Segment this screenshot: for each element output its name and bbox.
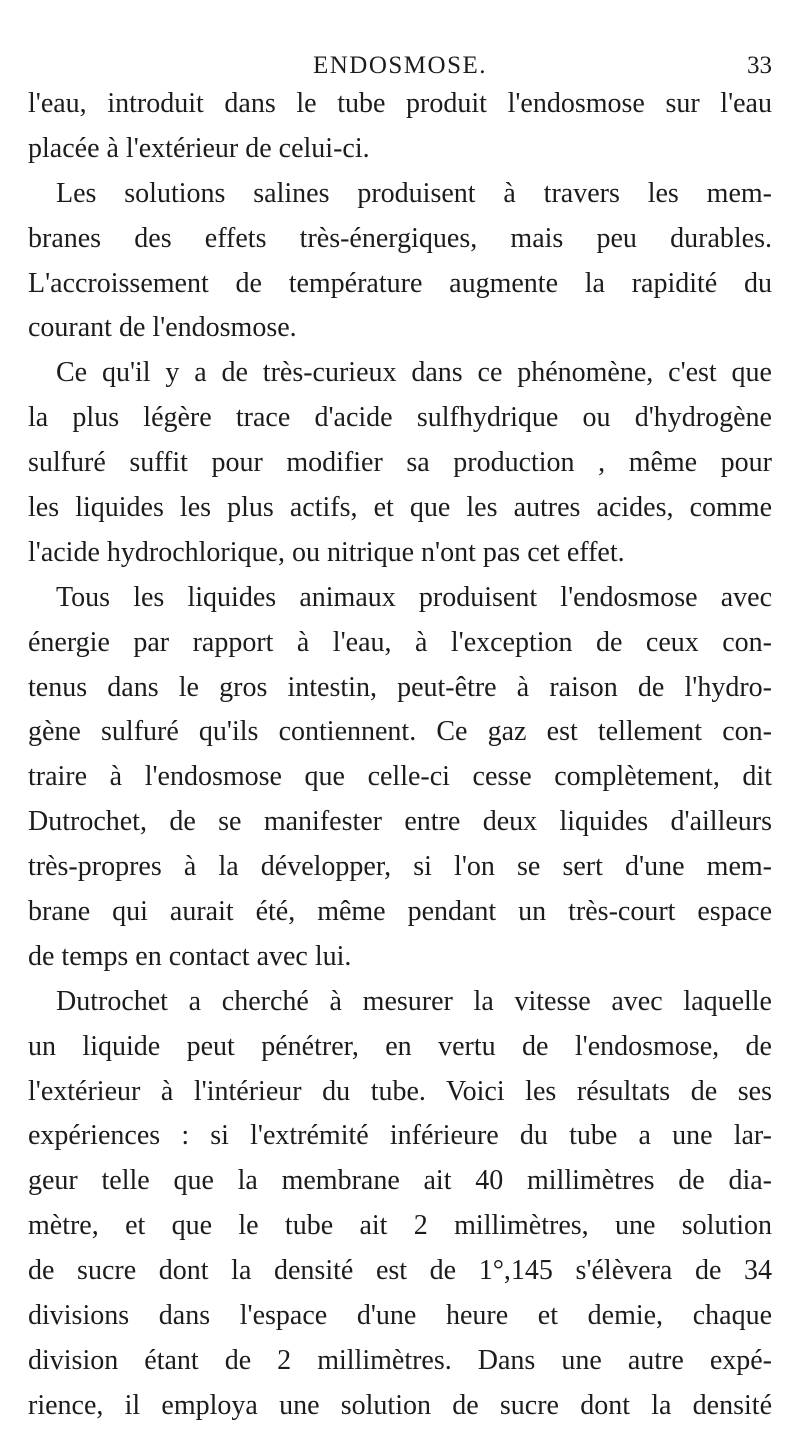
text-line: énergie par rapport à l'eau, à l'exception de ceux con- — [28, 626, 772, 658]
text-line: l'extérieur à l'intérieur du tube. Voici les résultats de ses — [28, 1075, 772, 1107]
text-line: les liquides les plus actifs, et que les autres acides, comme — [28, 492, 772, 524]
body-text — [28, 82, 772, 1429]
text-line: divisions dans l'espace d'une heure et demie, chaque — [28, 1300, 772, 1332]
text-line: branes des effets très-énergiques, mais peu durables. — [28, 222, 772, 254]
text-line: sulfuré suffit pour modifier sa production , même pour — [28, 447, 772, 479]
running-head — [28, 50, 772, 82]
text-line: mètre, et que le tube ait 2 millimètres, une solution — [28, 1210, 772, 1242]
text-line: un liquide peut pénétrer, en vertu de l'endosmose, de — [28, 1030, 772, 1062]
page-number: 33 — [747, 52, 772, 79]
text-line: division étant de 2 millimètres. Dans une autre expé- — [28, 1344, 772, 1376]
text-line: Dutrochet, de se manifester entre deux liquides d'ailleurs — [28, 806, 772, 838]
text-line: Ce qu'il y a de très-curieux dans ce phénomène, c'est que — [56, 357, 772, 389]
text-line: Les solutions salines produisent à travers les mem- — [56, 177, 772, 209]
text-line: rience, il employa une solution de sucre dont la densité — [28, 1389, 772, 1421]
text-line: Dutrochet a cherché à mesurer la vitesse avec laquelle — [56, 985, 772, 1017]
text-line: L'accroissement de température augmente la rapidité du — [28, 267, 772, 299]
text-line: gène sulfuré qu'ils contiennent. Ce gaz est tellement con- — [28, 716, 772, 748]
text-line: l'eau, introduit dans le tube produit l'endosmose sur l'eau — [28, 88, 772, 119]
text-line: expériences : si l'extrémité inférieure du tube a une lar- — [28, 1120, 772, 1152]
text-line: très-propres à la développer, si l'on se sert d'une mem- — [28, 851, 772, 883]
text-line: brane qui aurait été, même pendant un très-court espace — [28, 896, 772, 928]
text-line: l'acide hydrochlorique, ou nitrique n'ont pas cet effet. — [28, 536, 625, 568]
running-title: ENDOSMOSE. — [312, 52, 488, 79]
text-line: tenus dans le gros intestin, peut-être à raison de l'hydro- — [28, 671, 772, 703]
text-line: placée à l'extérieur de celui-ci. — [28, 132, 370, 164]
text-line: courant de l'endosmose. — [28, 312, 297, 344]
text-line: Tous les liquides animaux produisent l'endosmose avec — [56, 581, 772, 613]
text-line: la plus légère trace d'acide sulfhydrique ou d'hydrogène — [28, 402, 772, 434]
text-line: de sucre dont la densité est de 1°,145 s'élèvera de 34 — [28, 1255, 772, 1287]
text-line: de temps en contact avec lui. — [28, 940, 352, 972]
text-line: geur telle que la membrane ait 40 millimètres de dia- — [28, 1165, 772, 1197]
text-line: traire à l'endosmose que celle-ci cesse complètement, dit — [28, 761, 772, 793]
